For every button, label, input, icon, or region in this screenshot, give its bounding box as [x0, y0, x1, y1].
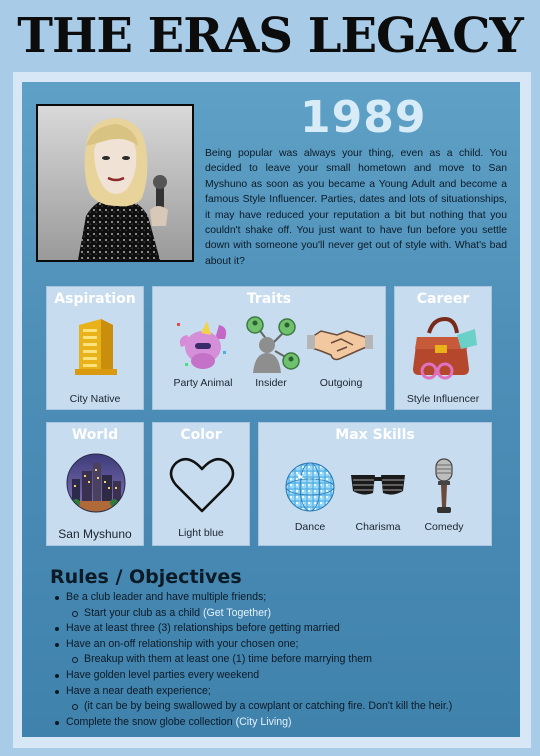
skill-label-charisma: Charisma [355, 521, 401, 533]
world-label: San Myshuno [58, 527, 132, 541]
portrait-photo [36, 104, 194, 262]
era-description: Being popular was always your thing, even as a child. You decided to leave your small hometown and move to San Myshuno as soon as you became a Young Adult and become a famous Style Influencer. Parties, dates and lots of situationships, it may have reduced your reputation a bit but nothing that you couldn't shake off. You just want to have fun before you settle down with someone you'll never get out of style with. What's bad about it? [205, 148, 507, 267]
rule-item: Have at least three (3) relationships before getting married [50, 621, 510, 637]
trait-label-outgoing: Outgoing [319, 377, 363, 389]
skill-label-comedy: Comedy [424, 521, 464, 533]
page-header [0, 0, 540, 72]
aspiration-card [46, 286, 144, 410]
color-card [152, 422, 250, 546]
world-card [46, 422, 144, 546]
career-title: Career [416, 291, 470, 307]
heart-icon [168, 455, 236, 515]
rule-item: Be a club leader and have multiple friends; [50, 590, 510, 606]
pack-tag: (City Living) [235, 715, 292, 728]
trait-label-party-animal: Party Animal [173, 377, 233, 389]
career-card [394, 286, 492, 410]
party-animal-icon [173, 317, 233, 373]
skill-label-dance: Dance [294, 521, 326, 533]
career-label: Style Influencer [406, 393, 480, 405]
trait-label-insider: Insider [255, 377, 287, 389]
shutter-shades-icon [347, 469, 409, 499]
page-title: THE ERAS LEGACY [17, 8, 523, 64]
city-world-icon [66, 453, 126, 513]
handshake-icon [307, 321, 373, 365]
color-label: Light blue [178, 527, 224, 539]
insider-icon [241, 315, 301, 375]
traits-card [152, 286, 386, 410]
world-title: World [71, 427, 119, 443]
rule-item: Have a near death experience; [50, 684, 510, 700]
microphone-icon [429, 457, 459, 517]
portrait-image [38, 106, 192, 260]
aspiration-title: Aspiration [54, 291, 136, 307]
handbag-icon [409, 315, 479, 381]
city-building-icon [71, 315, 121, 377]
max-skills-title: Max Skills [335, 427, 415, 443]
rule-subitem: (it can be by being swallowed by a cowplant or catching fire. Don't kill the heir.) [50, 699, 510, 715]
pack-tag: (Get Together) [202, 606, 272, 619]
aspiration-label: City Native [69, 393, 121, 405]
rules-list [50, 590, 510, 730]
era-title: 1989 [300, 92, 427, 143]
rule-item: Have an on-off relationship with your chosen one; [50, 637, 510, 653]
max-skills-card [258, 422, 492, 546]
rule-item: Have golden level parties every weekend [50, 668, 510, 684]
traits-title: Traits [246, 291, 292, 307]
rule-subitem: Breakup with them at least one (1) time before marrying them [50, 652, 510, 668]
rule-item: Complete the snow globe collection (City Living) [50, 715, 510, 731]
rules-title: Rules / Objectives [50, 566, 242, 588]
disco-ball-icon [283, 459, 337, 513]
color-title: Color [180, 427, 222, 443]
rule-subitem: Start your club as a child (Get Together) [50, 606, 510, 622]
